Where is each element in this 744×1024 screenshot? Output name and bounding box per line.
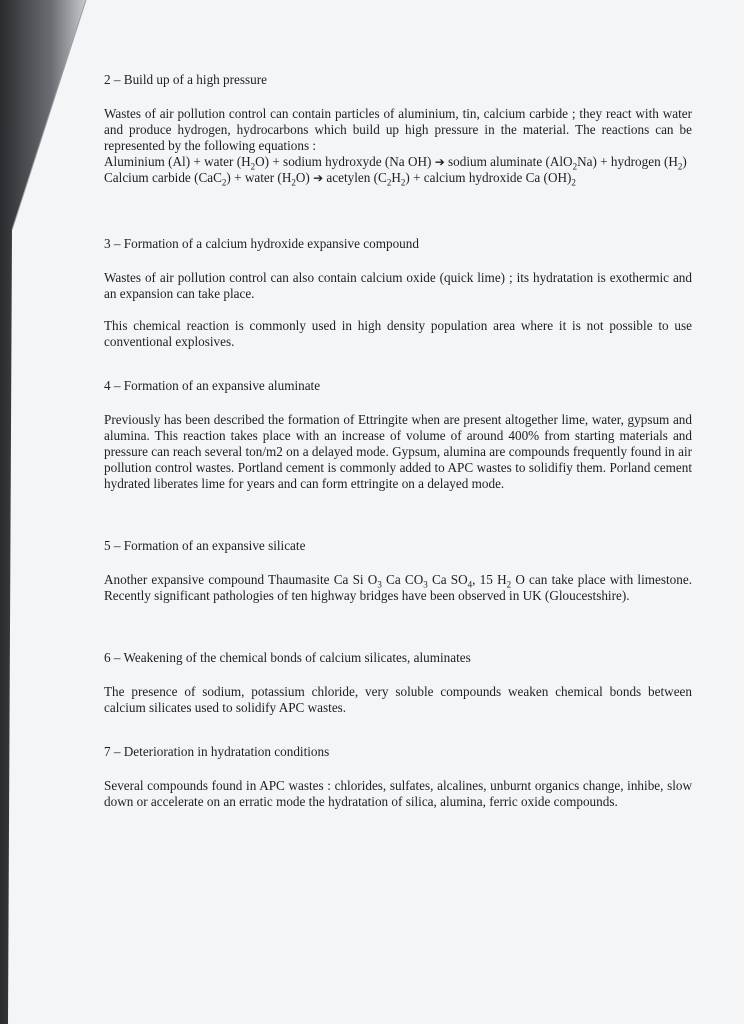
section-heading: 4 – Formation of an expansive aluminate	[104, 378, 321, 393]
scanner-shadow-edge	[0, 0, 90, 1024]
arrow-icon: ➔	[313, 171, 324, 185]
section-paragraph: The presence of sodium, potassium chloride, very soluble compounds weaken chemical bonds between calcium silicates used to solidify APC wastes.	[104, 684, 692, 715]
section-paragraph: This chemical reaction is commonly used in high density population area where it is not possible to use conventional explosives.	[104, 318, 692, 349]
equation-aluminium: Aluminium (Al) + water $(H_2O)$ + sodium hydroxyde (Na OH) ➔ sodium aluminate (AlO$_2$Na) + hydrogen $(H_2)$	[104, 154, 687, 172]
section-weakening-bonds	[104, 650, 692, 716]
section-paragraph: Wastes of air pollution control can contain particles of aluminium, tin, calcium carbide ; they react with water and produce hydrogen, hydrocarbons which build up high pressure in the material. The reactions can be represented by the following equations :	[104, 106, 692, 153]
section-heading: 7 – Deterioration in hydratation conditions	[104, 744, 330, 759]
section-calcium-hydroxide	[104, 236, 692, 350]
section-expansive-aluminate	[104, 378, 692, 492]
equation-calcium-carbide: Calcium carbide (CaC$_2$) + water $(H_2O)$ ➔ acetylen $(C_2H_2)$ + calcium hydroxide Ca $(OH)_2$	[104, 170, 576, 188]
section-build-up-high-pressure	[104, 72, 692, 186]
section-paragraph: Several compounds found in APC wastes : chlorides, sulfates, alcalines, unburnt organics change, inhibe, slow down or accelerate on an erratic mode the hydratation of silica, alumina, ferric oxide compounds.	[104, 778, 692, 809]
section-paragraph: Wastes of air pollution control can also contain calcium oxide (quick lime) ; its hydratation is exothermic and an expansion can take place.	[104, 270, 692, 301]
section-expansive-silicate	[104, 538, 692, 604]
section-heading: 3 – Formation of a calcium hydroxide expansive compound	[104, 236, 419, 251]
section-heading: 5 – Formation of an expansive silicate	[104, 538, 306, 553]
section-paragraph: Another expansive compound Thaumasite Ca Si $O_3$ Ca $CO_3$ Ca $SO_4$, 15 $H_2$ O can take place with limestone. Recently significant pathologies of ten highway bridges have been observed in UK (Gloucestshire).	[104, 572, 692, 603]
section-heading: 2 – Build up of a high pressure	[104, 72, 267, 87]
section-paragraph: Previously has been described the formation of Ettringite when are present altogether lime, water, gypsum and alumina. This reaction takes place with an increase of volume of around 400% from starting materials and pressure can reach several ton/m2 on a delayed mode. Gypsum, alumina are compounds frequently found in air pollution control wastes. Portland cement is commonly added to APC wastes to solidifiy them. Porland cement hydrated liberates lime for years and can form ettringite on a delayed mode.	[104, 412, 692, 491]
section-hydratation-conditions	[104, 744, 692, 810]
section-heading: 6 – Weakening of the chemical bonds of calcium silicates, aluminates	[104, 650, 471, 665]
arrow-icon: ➔	[434, 155, 445, 169]
